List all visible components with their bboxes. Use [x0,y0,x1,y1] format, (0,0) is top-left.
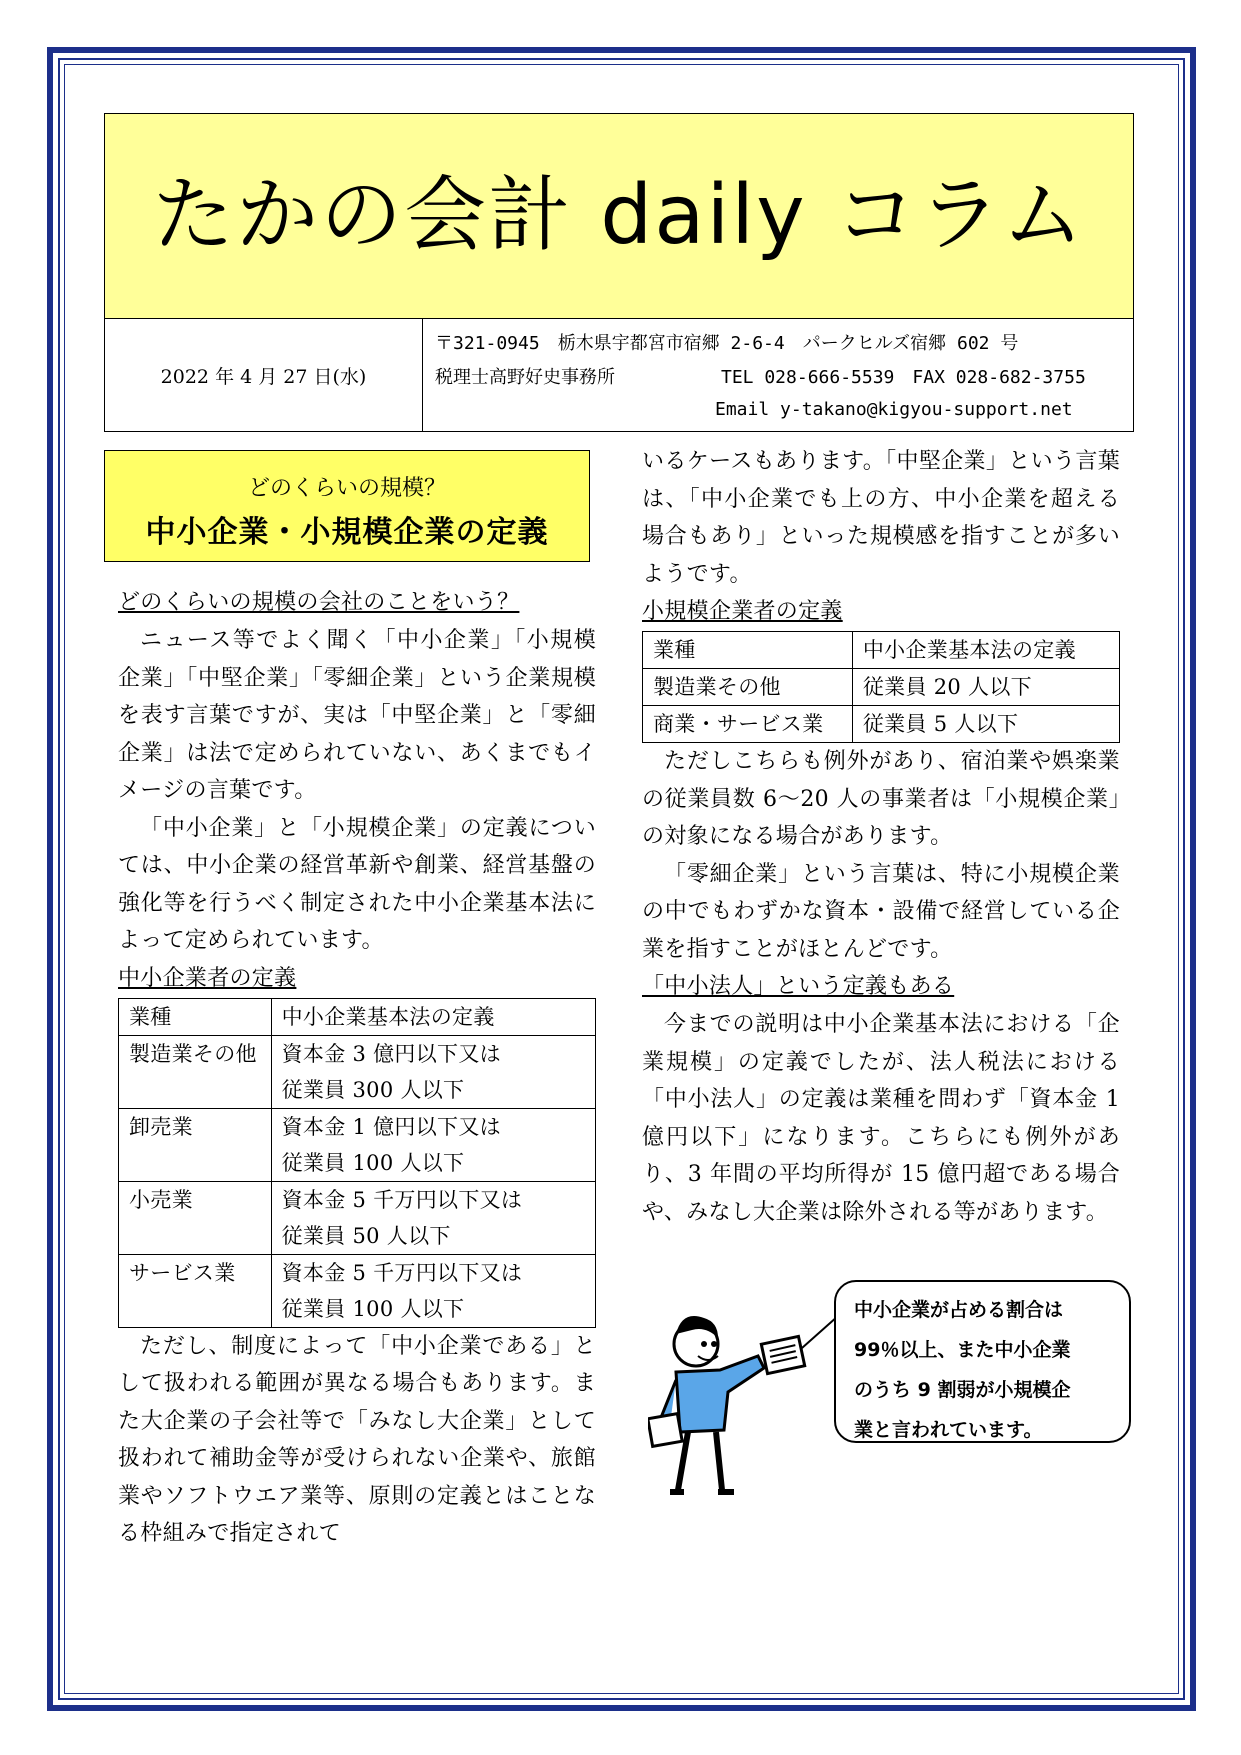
office-tel-fax: TEL 028-666-5539 FAX 028-682-3755 [721,367,1086,388]
small-definition-table [642,631,1120,743]
office-address: 〒321-0945 栃木県宇都宮市宿郷 2-6-4 パークヒルズ宿郷 602 号 [435,333,1019,354]
paragraph-mid-size: いるケースもあります。「中堅企業」という言葉は、「中小企業でも上の方、中小企業を超える場合もあり」といった規模感を指すことが多いようです。 [642,449,1120,587]
speech-balloon [834,1280,1131,1443]
sme-definition-table [118,998,596,1328]
table-header-cell: 中小企業基本法の定義 [271,998,595,1035]
table-row [119,1254,596,1327]
heading-corporate-tax: 「中小法人」という定義もある [642,974,955,999]
balloon-line: のうち 9 割弱が小規模企 [854,1379,1071,1401]
table-row [119,1035,596,1108]
balloon-line: 99％以上、また中小企業 [854,1339,1071,1361]
table-cell: 卸売業 [119,1108,272,1181]
issue-date: 2022 年 4 月 27 日(水) [105,319,423,431]
table-row [643,706,1120,743]
table-row [119,1108,596,1181]
table-row [119,998,596,1035]
paragraph-exceptions: ただし、制度によって「中小企業である」として扱われる範囲が異なる場合もあります。また大企業の子会社等で「みなし大企業」として扱われて補助金等が受けられない企業や、旅館業やソフトウエア業等、原則の定義とはことなる枠組みで指定されて [118,1333,596,1546]
heading-small-definition: 小規模企業者の定義 [642,599,843,624]
left-column [118,584,596,1553]
cell-line: 従業員 100 人以下 [281,1150,465,1175]
balloon-line: 業と言われています。 [854,1419,1043,1441]
table-header-cell: 業種 [119,998,272,1035]
table-row [643,669,1120,706]
table-cell: 製造業その他 [119,1035,272,1108]
paragraph-lodging: ただしこちらも例外があり、宿泊業や娯楽業の従業員数 6〜20 人の事業者は「小規模企業」の対象になる場合があります。 [642,749,1120,849]
cell-line: 資本金 5 千万円以下又は [281,1260,523,1285]
presenter-illustration [648,1300,848,1500]
heading-company-size: どのくらいの規模の会社のことをいう？ [118,590,520,615]
cell-line: 従業員 300 人以下 [281,1077,465,1102]
cell-line: 資本金 1 億円以下又は [281,1114,501,1139]
table-cell: 小売業 [119,1181,272,1254]
balloon-line: 中小企業が占める割合は [854,1299,1064,1321]
topic-subtitle: どのくらいの規模？ [247,476,446,501]
table-header-cell: 中小企業基本法の定義 [852,632,1119,669]
paragraph-micro: 「零細企業」という言葉は、特に小規模企業の中でもわずかな資本・設備で経営している企業を指すことがほとんどです。 [642,861,1120,962]
table-cell: 製造業その他 [643,669,853,706]
table-row [119,1181,596,1254]
cell-line: 従業員 50 人以下 [281,1223,451,1248]
table-cell: 従業員 20 人以下 [852,669,1119,706]
newsletter-title: たかの会計 daily コラム [105,114,1133,319]
table-cell: サービス業 [119,1254,272,1327]
table-cell: 商業・サービス業 [643,706,853,743]
table-cell [271,1108,595,1181]
cell-line: 従業員 100 人以下 [281,1296,465,1321]
table-cell [271,1181,595,1254]
cell-line: 資本金 5 千万円以下又は [281,1187,523,1212]
heading-sme-definition: 中小企業者の定義 [118,965,297,991]
topic-box [104,450,590,562]
office-email: Email y-takano@kigyou-support.net [715,399,1073,420]
table-cell [271,1035,595,1108]
table-cell [271,1254,595,1327]
office-name: 税理士高野好史事務所 [435,367,615,388]
table-row [643,632,1120,669]
paragraph-corporate-tax: 今までの説明は中小企業基本法における「企業規模」の定義でしたが、法人税法における「中小法人」の定義は業種を問わず「資本金 1 億円以下」になります。こちらにも例外があり、3 年間の平均所得が 15 億円超である場合や、みなし大企業は除外される等があります。 [642,1012,1120,1225]
paragraph-law: 「中小企業」と「小規模企業」の定義については、中小企業の経営革新や創業、経営基盤の強化等を行うべく制定された中小企業基本法によって定められています。 [118,815,596,953]
cell-line: 資本金 3 億円以下又は [281,1041,501,1066]
topic-title: 中小企業・小規模企業の定義 [145,515,549,550]
paragraph-intro: ニュース等でよく聞く「中小企業」「小規模企業」「中堅企業」「零細企業」という企業規模を表す言葉ですが、実は「中堅企業」と「零細企業」は法で定められていない、あくまでもイメージの言葉です。 [118,628,596,803]
office-info [423,319,1133,431]
table-cell: 従業員 5 人以下 [852,706,1119,743]
newsletter-header [104,113,1134,432]
table-header-cell: 業種 [643,632,853,669]
right-column [642,443,1120,1231]
